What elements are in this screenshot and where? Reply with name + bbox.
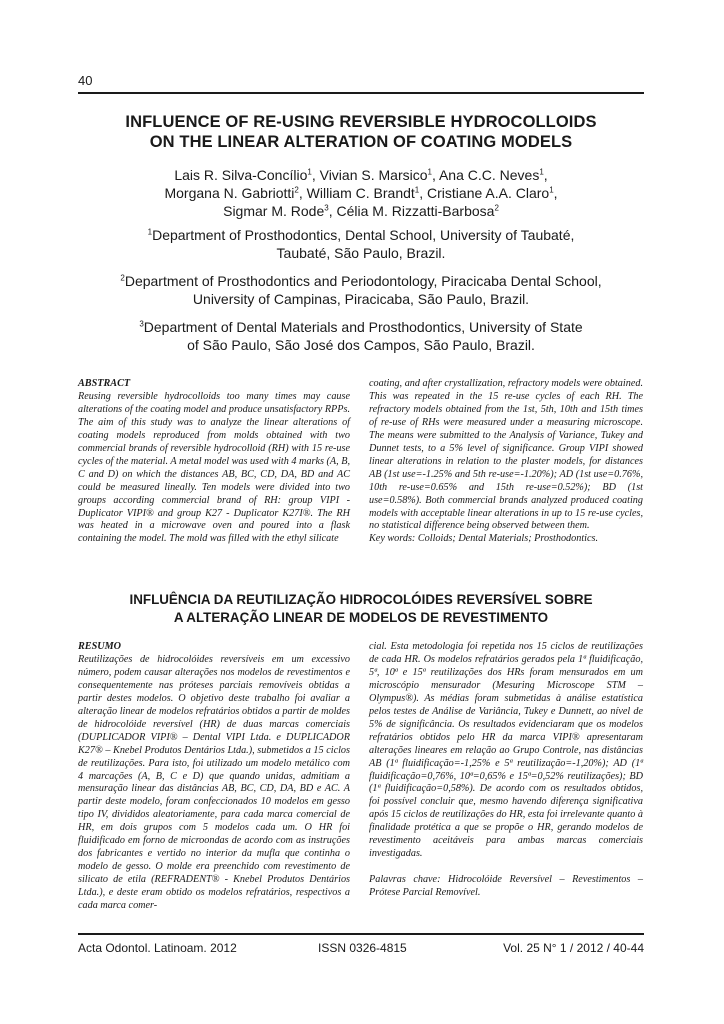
author-line-1: Lais R. Silva-Concílio$^1$, Vivian S. Marsico$^1$, Ana C.C. Neves$^1$,	[174, 167, 548, 183]
title-line-2: ON THE LINEAR ALTERATION OF COATING MODELS	[149, 133, 573, 151]
footer-rule	[78, 933, 644, 935]
abstract-text-left: Reusing reversible hydrocolloids too many times may cause alterations of the coating model and produce unsatisfactory RPPs. The aim of this study was to analyze the linear alterations of coating models reproduced from molds obtained with two commercial brands of reversible hydrocolloid (RH) with 15 re-use cycles of the material. A metal model was used with 4 marks (A, B, C and D) on which the distances AB, BC, CD, DA, BD and AC could be measured lineally. Ten models were divided into two groups according commercial brand of RH: group VIPI - Duplicator VIPI® and group K27 - Duplicator K27I®. The RH was heated in a microwave oven and poured into a flask containing the model. The mold was filled with the ethyl silicate	[78, 390, 350, 545]
abstract-column-right	[369, 378, 643, 546]
author-line-2: Morgana N. Gabriotti$^2$, William C. Brandt$^1$, Cristiane A.A. Claro$^1$,	[164, 185, 558, 201]
abstract-keywords: Key words: Colloids; Dental Materials; Prosthodontics.	[369, 533, 599, 545]
title-pt-line-2: A ALTERAÇÃO LINEAR DE MODELOS DE REVESTIMENTO	[173, 610, 549, 625]
title-line-1: INFLUENCE OF RE-USING REVERSIBLE HYDROCOLLOIDS	[125, 113, 597, 131]
abstract-heading: ABSTRACT	[78, 378, 131, 389]
article-title-english	[78, 112, 644, 152]
affiliation-1: $^1$Department of Prosthodontics, Dental School, University of Taubaté, Taubaté, São Paulo, Brazil.	[147, 227, 575, 261]
title-pt-line-1: INFLUÊNCIA DA REUTILIZAÇÃO HIDROCOLÓIDES REVERSÍVEL SOBRE	[129, 592, 593, 607]
author-list	[78, 166, 644, 220]
resumo-column-left	[78, 641, 350, 913]
header-rule	[78, 92, 644, 94]
resumo-column-right	[369, 641, 643, 900]
resumo-heading: RESUMO	[78, 641, 122, 652]
footer-issn: ISSN 0326-4815	[318, 941, 407, 955]
affiliation-3: $^3$Department of Dental Materials and Prosthodontics, University of State of São Paulo, São José dos Campos, São Paulo, Brazil.	[139, 319, 583, 353]
footer-volume: Vol. 25 N° 1 / 2012 / 40-44	[503, 941, 644, 955]
page-number: 40	[78, 73, 93, 88]
abstract-column-left	[78, 378, 350, 546]
affiliation-2: $^2$Department of Prosthodontics and Periodontology, Piracicaba Dental School, University of Campinas, Piracicaba, São Paulo, Brazil.	[120, 273, 602, 307]
resumo-text-left: Reutilizações de hidrocolóides reversíveis em um excessivo número, podem causar alterações nos modelos de revestimentos e consequentemente nas próteses parciais removíveis obtidas a partir destes modelos. O objetivo deste trabalho foi avaliar a alteração linear de modelos refratários obtidos a partir de moldes de hidrocolóide reversível (HR) de duas marcas comerciais (DUPLICADOR VIPI® – Dental VIPI Ltda. e DUPLICADOR K27® – Knebel Produtos Dentários Ltda.), submetidos a 15 ciclos de reutilizações. Para isto, foi utilizado um modelo metálico com 4 marcações (A, B, C e D) que quando unidas, admitiam a mensuração linear das distâncias AB, BC, CD, DA, BD e AC. A partir deste modelo, foram confeccionados 10 modelos em gesso tipo IV, divididos aleatoriamente, para cada marca comercial de HR, em dois grupos com 5 modelos cada um. O HR foi fluidificado em forno de microondas de acordo com as instruções dos fabricantes e vertido no interior da mufla que continha o modelo de gesso. O molde era preenchido com revestimento de silicato de etila (REFRADENT® - Knebel Produtos Dentários Ltda.), e deste eram obtido os modelos refratários, respectivos a cada marca comer-	[78, 653, 350, 912]
resumo-text-right: cial. Esta metodologia foi repetida nos 15 ciclos de reutilizações de cada HR. Os modelos refratários gerados pela 1ª fluidificação, 5ª, 10ª e 15ª reutilizações dos HRs foram mensurados em um microscópio mensurador (Mesuring Microscope STM – Olympus®). As médias foram submetidas à análise estatística pelos testes de Análise de Variância, Tukey e Dunnett, ao nível de 5% de significância. Os resultados evidenciaram que os modelos refratários obtidos pelo HR da marca VIPI® apresentaram alterações lineares em relação ao Grupo Controle, nas distâncias AB (1ª fluidificação=-1,25% e 5ª reutilização=-1,20%); AD (1ª fluidificação=0,76%, 10ª=0,65% e 15ª=0,52% reutilizações); BD (1ª fluidificação=0,58%). De acordo com os resultados obtidos, foi possível concluir que, mesmo havendo diferença significativa após 15 ciclos de reutilizações do HR, esta foi irrelevante quanto à finalidade protética a que se propõe o HR, gerando modelos de revestimento aceitáveis para ambas marcas comerciais investigadas.	[369, 641, 643, 860]
resumo-keywords: Palavras chave: Hidrocolóide Reversível – Revestimentos – Prótese Parcial Removível.	[369, 874, 643, 899]
article-title-portuguese	[78, 591, 644, 627]
author-line-3: Sigmar M. Rode$^3$, Célia M. Rizzatti-Barbosa$^2$	[223, 203, 499, 219]
footer-journal: Acta Odontol. Latinoam. 2012	[78, 941, 237, 955]
abstract-text-right: coating, and after crystallization, refractory models were obtained. This was repeated in the 15 re-use cycles of each RH. The refractory models obtained from the 1st, 5th, 10th and 15th times of re-use of RHs were measured under a measuring microscope. The means were submitted to the Analysis of Variance, Tukey and Dunnet tests, to a 5% level of significance. Group VIPI showed linear alterations in relation to the plaster models, for distances AB (1st use=-1.25% and 5th re-use=-1.20%); AD (1st use=0.76%, 10th re-use=0.65% and 15th re-use=0.52%); BD (1st use=0.58%). Both commercial brands analyzed produced coating models with acceptable linear alterations in up to 15 re-use cycles, no statistical difference being observed between them.	[369, 378, 643, 532]
